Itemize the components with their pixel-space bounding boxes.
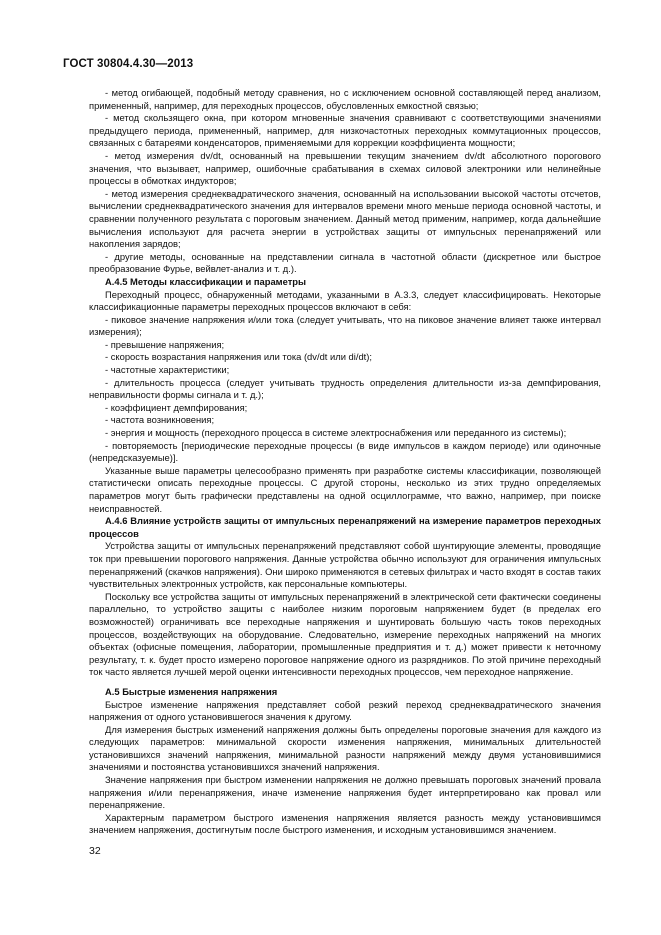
section-heading: А.4.5 Методы классификации и параметры [105,275,307,287]
paragraph: Указанные выше параметры целесообразно применять при разработке системы классификации, позволяющей статистически описать переходные процессы. С другой стороны, несколько из этих трудно определяемых параметров могут быть графически представлены на одной осциллограмме, что важно, например, при поиске неисправностей. [89,464,601,514]
document-header: ГОСТ 30804.4.30—2013 [63,58,194,70]
paragraph: - превышение напряжения; [105,338,225,350]
paragraph: Устройства защиты от импульсных перенапряжений представляют собой шунтирующие элементы, проводящие ток при превышении порогового напряжения. Данные устройства обычно используют для ограничения импульсных перенапряжений (скачков напряжения). Они широко применяются в сетевых фильтрах и часто входят в состав таких чувствительных электронных устройств, как персональные компьютеры. [89,540,601,590]
paragraph: Характерным параметром быстрого изменения напряжения является разность между установившимся значением напряжения, достигнутым после быстрого изменения, и исходным установившимся значением. [89,811,601,836]
paragraph: - повторяемость [периодические переходные процессы (в виде импульсов в каждом периоде) или одиночные (непредсказуемые)]. [89,439,601,464]
page-number: 32 [89,845,101,857]
section-heading: А.5 Быстрые изменения напряжения [105,685,278,697]
paragraph: - метод измерения dv/dt, основанный на превышении текущим значением dv/dt абсолютного порогового значения, что вызывает, например, ошибочные срабатывания в схемах силовой электроники или нелинейные процессы в обмотках индукторов; [89,149,601,187]
section-heading: А.4.6 Влияние устройств защиты от импульсных перенапряжений на измерение параметров переходных процессов [89,515,601,539]
paragraph: - частотные характеристики; [105,364,230,376]
paragraph: Быстрое изменение напряжения представляет собой резкий переход среднеквадратического значения напряжения от одного установившегося значения к другому. [89,698,601,723]
paragraph: - метод скользящего окна, при котором мгновенные значения сравнивают с соответствующими значениями предыдущего периода, примененный, например, для низкочастотных переходных коммутационных процессов, связанных с батареями конденсаторов, применяемыми для коррекции коэффициента мощности; [89,112,601,149]
paragraph: - частота возникновения; [105,414,215,426]
paragraph: Поскольку все устройства защиты от импульсных перенапряжений в электрической сети фактически соединены параллельно, то устройство защиты с наиболее низким пороговым напряжением будет (в пределах его возможностей) ограничивать все переходные напряжения и шунтировать большую часть токов переходных процессов, воздействующих на оборудование. Следовательно, измерение переходных напряжений на многих объектах (офисные помещения, лаборатории, промышленные предприятия и т. д.) может привести к неточному результату, т. к. будет просто измерено пороговое напряжение одного из разрядников. По этой причине переходный ток часто является лучшей мерой оценки интенсивности переходных процессов, чем переходное напряжение. [89,590,601,678]
paragraph: Для измерения быстрых изменений напряжения должны быть определены пороговые значения для каждого из следующих параметров: минимальной скорости изменения напряжения, минимальных длительностей установившихся значений напряжения, минимальной разности напряжений между двумя установившимися значениями и постоянства установившихся значений напряжения. [89,723,601,773]
paragraph: Переходный процесс, обнаруженный методами, указанными в А.3.3, следует классифицировать. Некоторые классификационные параметры переходных процессов включают в себя: [89,288,601,313]
paragraph: - метод измерения среднеквадратического значения, основанный на использовании высокой частоты отсчетов, вычислении среднеквадратического значения для интервалов времени много меньше периода основной частоты, и сравнении полученного результата с пороговым значением. Данный метод применим, например, когда дальнейшие вычисления используют для расчета энергии в устройствах защиты от импульсных перенапряжений или накопления зарядов; [89,187,601,250]
paragraph: - энергия и мощность (переходного процесса в системе электроснабжения или переданного из системы); [105,427,567,439]
paragraph: - метод огибающей, подобный методу сравнения, но с исключением основной составляющей перед анализом, примененный, например, для переходных процессов, обусловленных емкостной связью; [89,87,601,111]
paragraph: - пиковое значение напряжения и/или тока (следует учитывать, что на пиковое значение влияет также интервал измерения); [89,313,601,338]
paragraph: - коэффициент демпфирования; [105,401,248,413]
document-body [89,87,601,837]
paragraph: - скорость возрастания напряжения или тока (dv/dt или di/dt); [105,351,372,363]
paragraph: - другие методы, основанные на представлении сигнала в частотной области (дискретное или быстрое преобразование Фурье, вейвлет-анализ и т. д.). [89,250,601,275]
paragraph: Значение напряжения при быстром изменении напряжения не должно превышать пороговых значений провала напряжения и/или перенапряжения, иначе изменение напряжения будет интерпретировано как провал или перенапряжение. [89,774,601,811]
paragraph: - длительность процесса (следует учитывать трудность определения длительности из-за демпфирования, неправильности формы сигнала и т. д.); [89,376,601,401]
